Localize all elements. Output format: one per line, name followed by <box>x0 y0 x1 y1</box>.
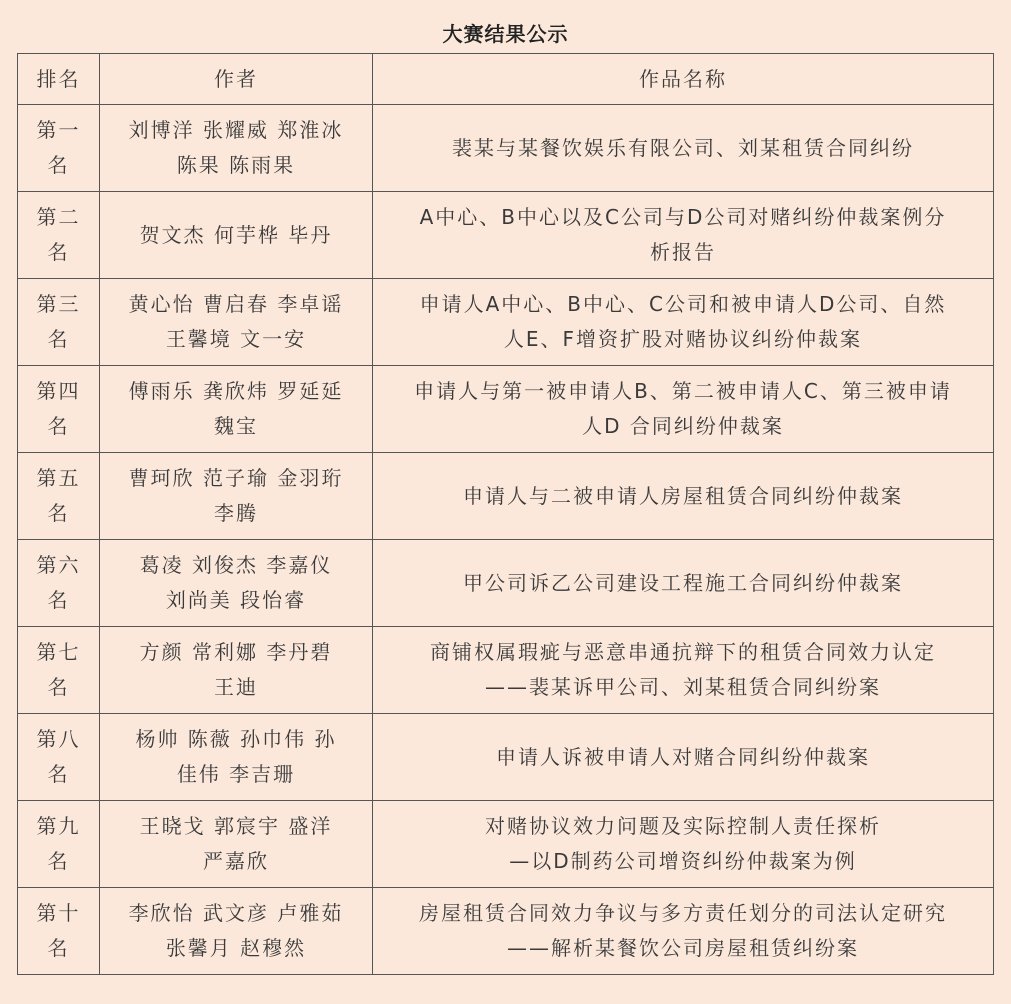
author-cell-line: 李欣怡 武文彦 卢雅茹 <box>128 901 344 925</box>
results-table <box>17 53 994 975</box>
rank-cell <box>18 453 100 540</box>
author-cell-line: 陈果 陈雨果 <box>176 153 296 177</box>
work-title-cell <box>373 888 994 975</box>
rank-cell <box>18 279 100 366</box>
table-body <box>18 105 994 975</box>
author-cell-line: 王馨境 文一安 <box>165 327 307 351</box>
author-cell-line: 魏宝 <box>214 414 258 438</box>
rank-cell-line: 第三 <box>36 292 81 316</box>
table-row <box>18 714 994 801</box>
author-cell <box>100 105 373 192</box>
rank-cell-line: 名 <box>47 240 70 264</box>
rank-cell-line: 第一 <box>36 118 81 142</box>
work-title-cell-line: 对赌协议效力问题及实际控制人责任探析 <box>485 814 881 838</box>
rank-cell <box>18 105 100 192</box>
author-cell-line: 王晓戈 郭宸宇 盛洋 <box>139 814 333 838</box>
author-cell-line: 李腾 <box>214 501 258 525</box>
work-title-cell-line: 裴某与某餐饮娱乐有限公司、刘某租赁合同纠纷 <box>452 135 914 160</box>
author-cell-line: 张馨月 赵穆然 <box>165 936 307 960</box>
header-rank: 排名 <box>18 54 100 105</box>
rank-cell <box>18 192 100 279</box>
work-title-cell <box>373 279 994 366</box>
rank-cell-line: 第十 <box>36 901 81 925</box>
rank-cell-line: 名 <box>47 849 70 873</box>
author-cell-line: 贺文杰 何芋桦 毕丹 <box>139 222 333 247</box>
rank-cell-line: 第七 <box>36 640 81 664</box>
author-cell-line: 佳伟 李吉珊 <box>176 762 296 786</box>
rank-cell <box>18 714 100 801</box>
rank-cell-line: 名 <box>47 675 70 699</box>
rank-cell-line: 名 <box>47 153 70 177</box>
author-cell-line: 刘博洋 张耀威 郑淮冰 <box>128 118 344 142</box>
table-header-row <box>18 54 994 105</box>
author-cell-line: 杨帅 陈薇 孙巾伟 孙 <box>135 727 337 751</box>
author-cell-line: 王迪 <box>214 675 258 699</box>
work-title-cell-line: 商铺权属瑕疵与恶意串通抗辩下的租赁合同效力认定 <box>430 640 936 664</box>
author-cell <box>100 453 373 540</box>
rank-cell <box>18 801 100 888</box>
table-row <box>18 105 994 192</box>
rank-cell-line: 第四 <box>36 379 81 403</box>
table-row <box>18 888 994 975</box>
table-row <box>18 801 994 888</box>
author-cell-line: 曹珂欣 范子瑜 金羽珩 <box>128 466 344 490</box>
page-title: 大赛结果公示 <box>442 22 569 46</box>
work-title-cell-line: 申请人A中心、B中心、C公司和被申请人D公司、自然 <box>419 292 947 316</box>
author-cell <box>100 627 373 714</box>
work-title-cell-line: —以D制药公司增资纠纷仲裁案为例 <box>509 849 857 873</box>
work-title-cell <box>373 801 994 888</box>
work-title-cell-line: 甲公司诉乙公司建设工程施工合同纠纷仲裁案 <box>463 570 903 595</box>
work-title-cell-line: ——解析某餐饮公司房屋租赁纠纷案 <box>507 936 859 960</box>
table-row <box>18 540 994 627</box>
work-title-cell <box>373 105 994 192</box>
table-row <box>18 627 994 714</box>
author-cell <box>100 714 373 801</box>
work-title-cell-line: 人D 合同纠纷仲裁案 <box>582 414 784 438</box>
author-cell-line: 严嘉欣 <box>203 849 269 873</box>
author-cell-line: 黄心怡 曹启春 李卓谣 <box>128 292 344 316</box>
work-title-cell <box>373 714 994 801</box>
work-title-cell-line: A中心、B中心以及C公司与D公司对赌纠纷仲裁案例分 <box>419 205 947 229</box>
rank-cell-line: 第八 <box>36 727 81 751</box>
table-row <box>18 366 994 453</box>
header-author: 作者 <box>100 54 373 105</box>
author-cell-line: 葛凌 刘俊杰 李嘉仪 <box>139 553 333 577</box>
rank-cell <box>18 366 100 453</box>
author-cell <box>100 801 373 888</box>
author-cell-line: 方颜 常利娜 李丹碧 <box>139 640 333 664</box>
work-title-cell-line: 析报告 <box>650 240 716 264</box>
work-title-cell <box>373 540 994 627</box>
rank-cell <box>18 888 100 975</box>
rank-cell-line: 第九 <box>36 814 81 838</box>
header-work: 作品名称 <box>373 54 994 105</box>
rank-cell-line: 名 <box>47 588 70 612</box>
rank-cell-line: 第六 <box>36 553 81 577</box>
table-row <box>18 192 994 279</box>
rank-cell-line: 名 <box>47 414 70 438</box>
author-cell <box>100 366 373 453</box>
table-row <box>18 453 994 540</box>
author-cell-line: 傅雨乐 龚欣炜 罗延延 <box>128 379 344 403</box>
rank-cell-line: 名 <box>47 501 70 525</box>
rank-cell-line: 第五 <box>36 466 81 490</box>
author-cell <box>100 192 373 279</box>
work-title-cell <box>373 627 994 714</box>
author-cell-line: 刘尚美 段怡睿 <box>165 588 307 612</box>
author-cell <box>100 540 373 627</box>
rank-cell <box>18 540 100 627</box>
work-title-cell <box>373 366 994 453</box>
rank-cell-line: 名 <box>47 762 70 786</box>
work-title-cell-line: 申请人与第一被申请人B、第二被申请人C、第三被申请 <box>414 379 952 403</box>
author-cell <box>100 279 373 366</box>
work-title-cell-line: 人E、F增资扩股对赌协议纠纷仲裁案 <box>503 327 863 351</box>
table-row <box>18 279 994 366</box>
rank-cell <box>18 627 100 714</box>
rank-cell-line: 名 <box>47 936 70 960</box>
rank-cell-line: 第二 <box>36 205 81 229</box>
work-title-cell <box>373 192 994 279</box>
work-title-cell <box>373 453 994 540</box>
rank-cell-line: 名 <box>47 327 70 351</box>
author-cell <box>100 888 373 975</box>
work-title-cell-line: 申请人与二被申请人房屋租赁合同纠纷仲裁案 <box>463 483 903 508</box>
work-title-cell-line: ——裴某诉甲公司、刘某租赁合同纠纷案 <box>485 675 881 699</box>
work-title-cell-line: 申请人诉被申请人对赌合同纠纷仲裁案 <box>496 744 870 769</box>
work-title-cell-line: 房屋租赁合同效力争议与多方责任划分的司法认定研究 <box>419 901 947 925</box>
